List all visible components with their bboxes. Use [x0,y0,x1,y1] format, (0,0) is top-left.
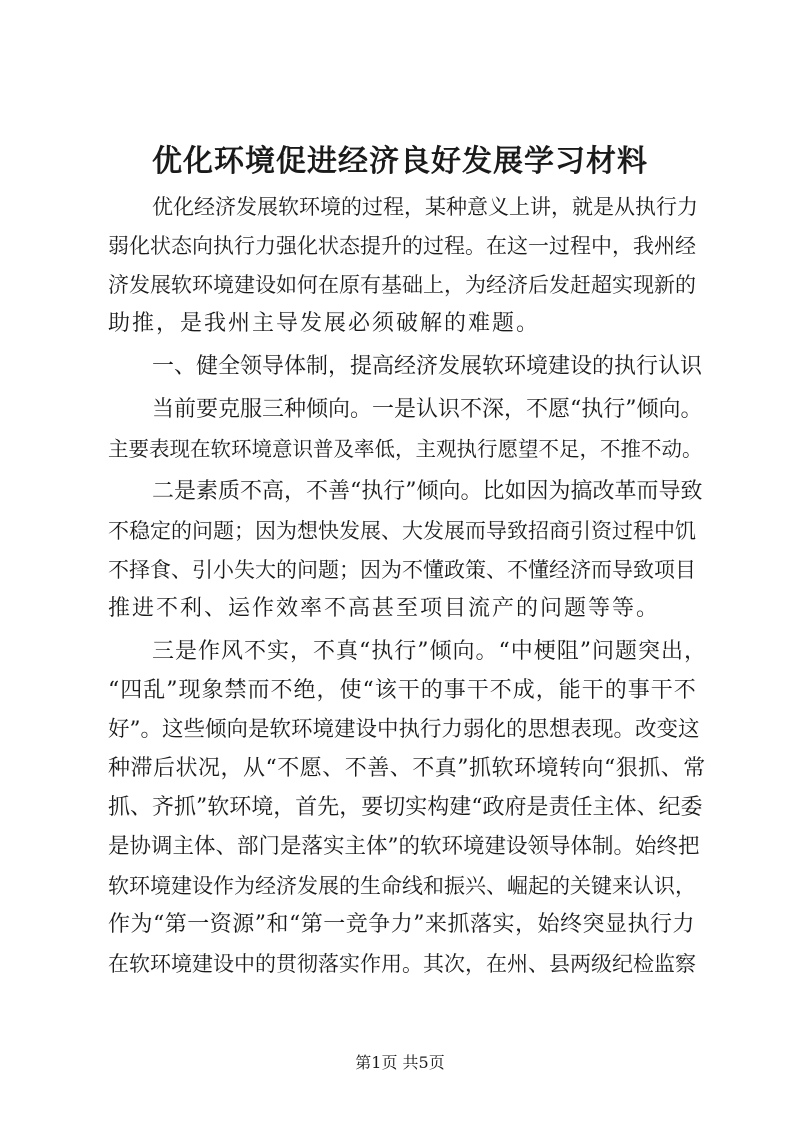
page-footer: 第1页 共5页 [355,1053,445,1072]
text-line: 软环境建设作为经济发展的生命线和振兴、崛起的关键来认识， [108,874,696,898]
text-line: 助推，是我州主导发展必须破解的难题。 [108,311,541,336]
text-line: 优化经济发展软环境的过程，某种意义上讲，就是从执行力 [152,195,698,219]
text-line: 三是作风不实，不真“执行”倾向。“中梗阻”问题突出， [152,639,707,664]
text-line: 不稳定的问题；因为想快发展、大发展而导致招商引资过程中饥 [108,519,696,543]
text-line: 作为“第一资源”和“第一竞争力”来抓落实，始终突显执行力 [108,912,695,937]
text-line: 种滞后状况，从“不愿、不善、不真”抓软环境转向“狠抓、常 [108,756,706,781]
document-title: 优化环境促进经济良好发展学习材料 [152,144,648,179]
text-line: “四乱”现象禁而不绝，使“该干的事干不成，能干的事干不 [108,678,697,703]
text-line: 弱化状态向执行力强化状态提升的过程。在这一过程中，我州经 [108,234,696,258]
text-line: 抓、齐抓”软环境，首先，要切实构建“政府是责任主体、纪委 [108,795,703,820]
text-line: 主要表现在软环境意识普及率低，主观执行愿望不足，不推不动。 [108,437,703,461]
text-line: 推进不利、运作效率不高甚至项目流产的问题等等。 [108,596,661,621]
text-line: 是协调主体、部门是落实主体”的软环境建设领导体制。始终把 [108,834,700,859]
text-line: 不择食、引小失大的问题；因为不懂政策、不懂经济而导致项目 [108,558,696,582]
text-line: 二是素质不高，不善“执行”倾向。比如因为搞改革而导致 [152,479,703,504]
text-line: 好”。这些倾向是软环境建设中执行力弱化的思想表现。改变这 [108,717,700,742]
section-heading: 一、健全领导体制，提高经济发展软环境建设的执行认识 [152,354,703,379]
text-line: 济发展软环境建设如何在原有基础上，为经济后发赶超实现新的 [108,273,696,297]
text-line: 在软环境建设中的贯彻落实作用。其次，在州、县两级纪检监察 [108,952,696,976]
text-line: 当前要克服三种倾向。一是认识不深，不愿“执行”倾向。 [152,397,703,422]
